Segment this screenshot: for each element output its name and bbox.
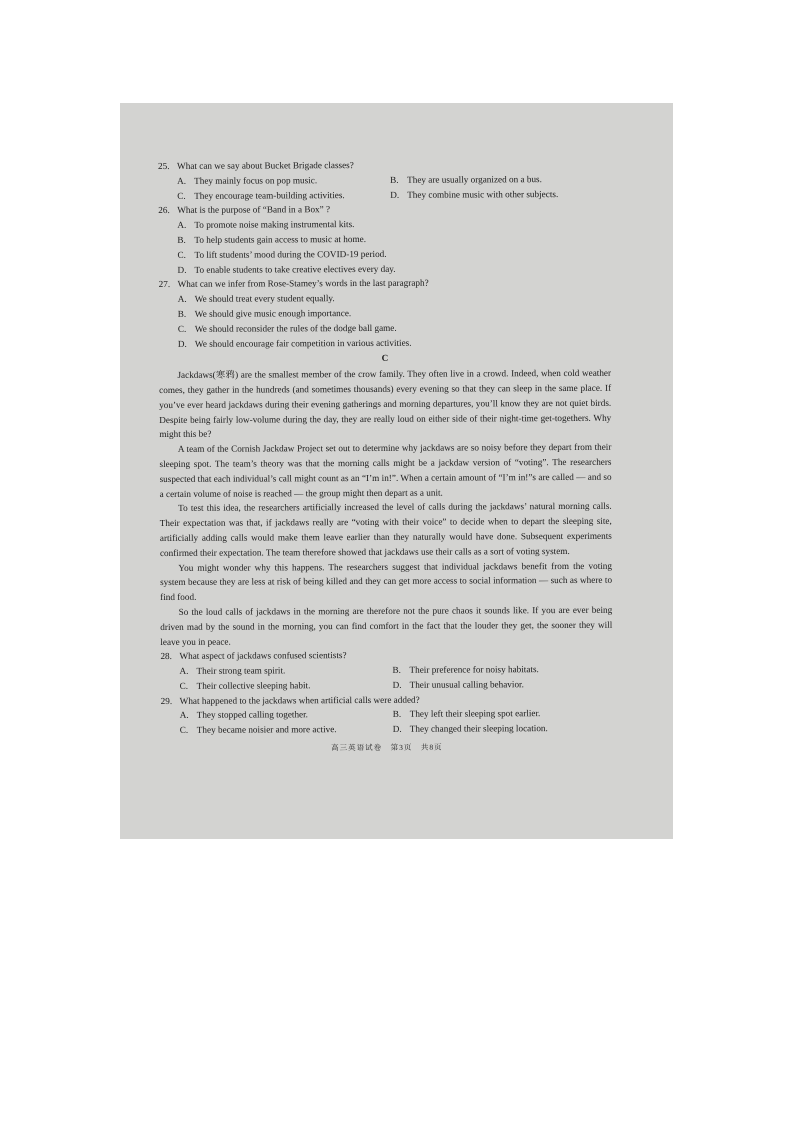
option-text: Their strong team spirit. bbox=[196, 665, 286, 676]
option-text: We should reconsider the rules of the dodge ball game. bbox=[194, 322, 397, 334]
option-text: To lift students’ mood during the COVID-19 period. bbox=[194, 248, 387, 260]
option-label: B. bbox=[177, 234, 186, 245]
passage-paragraph: Jackdaws(寒鸦) are the smallest member of the crow family. They often live in a crowd. Indeed, when cold weather comes, they gather in the hundreds (and sometimes thousands) every evening so that they can sleep in the same place. If you’ve ever heard jackdaws during their evening gatherings and morning departures, you’ll know they are not quiet birds. Despite being fairly low-volume during the day, they are really loud on either side of their night-time get-togethers. Why might this be? bbox=[159, 367, 612, 440]
option-label: C. bbox=[177, 190, 186, 201]
option-a[interactable] bbox=[180, 707, 393, 723]
option-label: B. bbox=[392, 664, 401, 675]
question-number: 29. bbox=[160, 695, 173, 706]
option-label: D. bbox=[392, 724, 402, 735]
option-label: B. bbox=[392, 709, 402, 720]
option-text: They stopped calling together. bbox=[196, 709, 308, 721]
option-label: B. bbox=[177, 308, 187, 319]
option-text: We should give music enough importance. bbox=[194, 308, 352, 319]
passage-paragraph: A team of the Cornish Jackdaw Project set out to determine why jackdaws are so noisy before they depart from their sleeping spot. The team’s theory was that the morning calls might be a jackdaw version of “voting”. The researchers suspected that each individual’s call might count as an “I’m in!”. When a certain amount of “I’m in!”s are called — and so a certain volume of noise is reached — the group might then depart as a unit. bbox=[159, 441, 612, 499]
option-b[interactable] bbox=[390, 172, 603, 188]
question-number: 27. bbox=[158, 279, 171, 290]
option-c[interactable] bbox=[177, 187, 390, 203]
question-25 bbox=[158, 157, 610, 204]
option-d[interactable] bbox=[390, 186, 603, 202]
question-28 bbox=[160, 647, 612, 694]
question-number: 26. bbox=[158, 205, 170, 216]
passage-paragraph: To test this idea, the researchers artificially increased the level of calls during the jackdaws’ natural morning calls. Their expectation was that, if jackdaws really are “voting with their voice” to decide when to depart the sleeping site, artificially adding calls would make them leave earlier than they naturally would have done. Subsequent experiments confirmed their expectation. The team therefore showed that jackdaws use their calls as a sort of voting system. bbox=[159, 501, 612, 558]
option-d[interactable] bbox=[393, 677, 606, 693]
reading-passage bbox=[159, 366, 612, 649]
option-label: D. bbox=[177, 338, 187, 349]
passage-paragraph: You might wonder why this happens. The researchers suggest that individual jackdaws benefit from the voting system because they are less at risk of being killed and they can get more access to social information — such as where to find food. bbox=[160, 560, 613, 603]
option-b[interactable] bbox=[392, 662, 605, 678]
option-label: C. bbox=[177, 249, 186, 260]
exam-content bbox=[158, 157, 613, 757]
option-label: C. bbox=[179, 725, 189, 736]
option-d[interactable] bbox=[393, 721, 606, 737]
option-label: A. bbox=[177, 294, 187, 305]
question-stem: What can we say about Bucket Brigade classes? bbox=[177, 160, 354, 171]
option-b[interactable] bbox=[393, 706, 606, 722]
question-stem: What happened to the jackdaws when artificial calls were added? bbox=[179, 694, 420, 706]
question-number: 28. bbox=[160, 651, 172, 662]
option-label: D. bbox=[392, 679, 402, 690]
question-27 bbox=[159, 275, 611, 351]
option-label: A. bbox=[177, 220, 187, 231]
option-text: They combine music with other subjects. bbox=[407, 188, 559, 200]
option-text: They left their sleeping spot earlier. bbox=[409, 708, 541, 720]
option-text: Their unusual calling behavior. bbox=[409, 679, 524, 690]
option-c[interactable] bbox=[180, 722, 393, 738]
page-footer: 高三英语试卷 第3页 共8页 bbox=[331, 742, 443, 753]
option-a[interactable] bbox=[177, 173, 390, 189]
option-label: A. bbox=[179, 710, 189, 721]
option-a[interactable] bbox=[179, 663, 392, 679]
option-label: C. bbox=[179, 680, 189, 691]
exam-page-photo bbox=[120, 103, 673, 839]
option-text: They are usually organized on a bus. bbox=[407, 173, 542, 185]
option-d[interactable] bbox=[178, 334, 611, 351]
option-label: C. bbox=[177, 323, 187, 334]
option-label: A. bbox=[177, 175, 187, 186]
question-29 bbox=[161, 691, 613, 738]
section-heading: C bbox=[381, 353, 389, 364]
option-c[interactable] bbox=[180, 678, 393, 694]
option-text: To enable students to take creative electives every day. bbox=[194, 263, 396, 275]
option-text: They changed their sleeping location. bbox=[409, 723, 548, 735]
option-label: D. bbox=[390, 189, 400, 200]
passage-paragraph: So the loud calls of jackdaws in the morning are therefore not the pure chaos it sounds like. If you are ever being driven mad by the sound in the morning, you can find comfort in the fact that the louder they get, the sooner they will leave you in peace. bbox=[160, 604, 613, 647]
option-text: To help students gain access to music at home. bbox=[194, 233, 367, 245]
question-26 bbox=[158, 201, 610, 277]
question-number: 25. bbox=[158, 160, 170, 171]
option-label: A. bbox=[179, 665, 189, 676]
option-text: Their preference for noisy habitats. bbox=[409, 664, 539, 675]
option-text: They became noisier and more active. bbox=[196, 724, 337, 736]
option-label: D. bbox=[177, 264, 187, 275]
question-stem: What can we infer from Rose-Stamey’s words in the last paragraph? bbox=[177, 278, 429, 290]
option-text: They mainly focus on pop music. bbox=[194, 175, 318, 186]
question-stem: What aspect of jackdaws confused scientists? bbox=[179, 650, 347, 662]
option-text: To promote noise making instrumental kits. bbox=[194, 219, 355, 231]
option-label: B. bbox=[390, 174, 399, 185]
option-d[interactable] bbox=[178, 260, 611, 277]
option-text: We should treat every student equally. bbox=[194, 293, 335, 304]
question-stem: What is the purpose of “Band in a Box” ? bbox=[177, 204, 331, 216]
option-text: Their collective sleeping habit. bbox=[196, 680, 311, 691]
option-text: They encourage team-building activities. bbox=[194, 189, 345, 201]
option-text: We should encourage fair competition in various activities. bbox=[194, 337, 412, 349]
